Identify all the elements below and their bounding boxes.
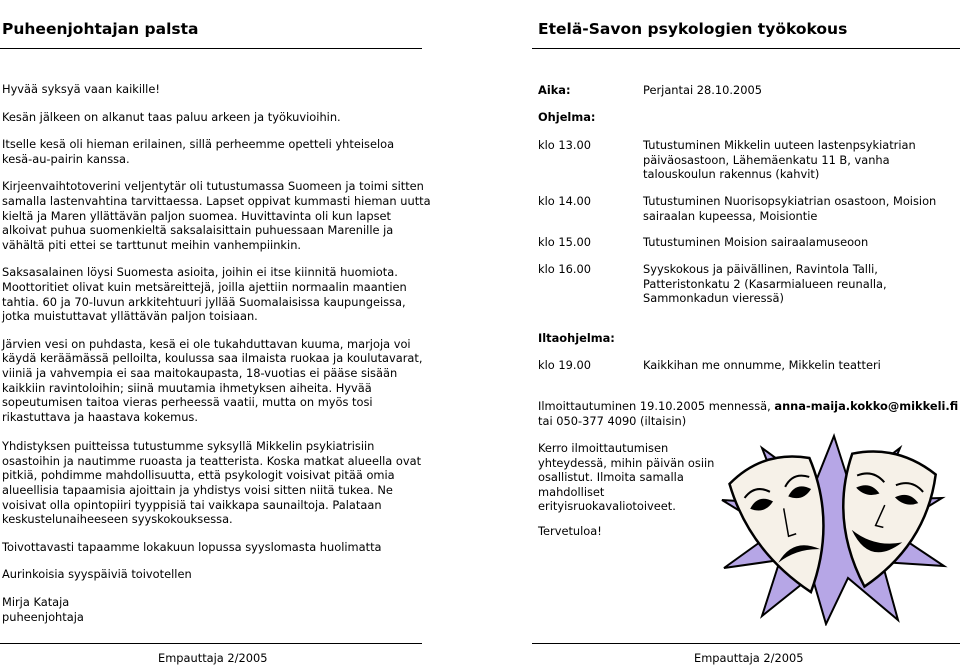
signature-title: puheenjohtaja <box>2 609 84 624</box>
paragraph: Aurinkoisia syyspäiviä toivotellen <box>2 567 192 582</box>
left-column-title: Puheenjohtajan palsta <box>2 20 199 38</box>
evening-text: Kaikkihan me onnumme, Mikkelin teatteri <box>643 358 881 372</box>
paragraph: Järvien vesi on puhdasta, kesä ei ole tukahduttavan kuuma, marjoja voi käydä keräämässä pelloilta, koulussa saa ilmaista ruokaa ja koulutavarat, viiniä ja vahvempia ei saa maitokaupasta, 18-vuotias ei pääse sisään kaikkiin ravintoloihin; siinä muutamia ihmetyksen aiheita. Hyvää sopeutumisen taitoa vieras perheessä vaatii, mutta on myös tosi rikastuttava ja haastava kokemus. <box>2 336 423 424</box>
aika-value: Perjantai 28.10.2005 <box>643 83 762 97</box>
signup-text: Ilmoittautuminen 19.10.2005 mennessä, <box>538 399 775 413</box>
program-time: klo 15.00 <box>538 235 591 249</box>
signature-name: Mirja Kataja <box>2 595 70 610</box>
signature <box>2 595 432 624</box>
left-footer: Empauttaja 2/2005 <box>158 651 268 665</box>
paragraph: Yhdistyksen puitteissa tutustumme syksyllä Mikkelin psykiatrisiin osastoihin ja nautimme ruoasta ja teatterista. Koska matkat alueella ovat pitkiä, pohdimme mahdollisuutta, että psykologit voisivat pitää omia alueellisia tapaamisia ajoittain ja yhdistys voisi sitten niitä tukea. Ne voisivat olla opintopiiri tyyppisiä tai vaikkapa saunailtoja. Palataan keskustelunaiheeseen syyskokouksessa. <box>2 439 422 527</box>
paragraph: Hyvää syksyä vaan kaikille! <box>2 82 160 96</box>
notice-text: Kerro ilmoittautumisen yhteydessä, mihin päivän osiin osallistut. Ilmoita samalla mahdolliset erityisruokavaliotoiveet. <box>538 441 715 514</box>
right-footer: Empauttaja 2/2005 <box>694 651 804 665</box>
paragraph: Kesän jälkeen on alkanut taas paluu arkeen ja työkuvioihin. <box>2 109 341 124</box>
theater-masks-icon <box>718 428 950 626</box>
program-text: Tutustuminen Mikkelin uuteen lastenpsykiatrian päiväosastoon, Lähemäenkatu 11 B, vanha talouskoulun rakennus (kahvit) <box>643 138 916 182</box>
program-time: klo 13.00 <box>538 138 591 152</box>
right-title-rule <box>532 48 960 49</box>
paragraph: Toivottavasti tapaamme lokakuun lopussa syyslomasta huolimatta <box>2 539 382 554</box>
chair-column <box>2 82 432 624</box>
right-footer-rule <box>532 643 960 644</box>
ohjelma-label: Ohjelma: <box>538 110 596 124</box>
program-text: Syyskokous ja päivällinen, Ravintola Talli, Patteristonkatu 2 (Kasarmialueen reunalla, Sammonkadun vieressä) <box>643 262 887 306</box>
paragraph: Saksasalainen löysi Suomesta asioita, joihin ei itse kiinnitä huomiota. Moottoritiet olivat kuin metsäreittejä, joilla ajettiin normaalin maantien tahtia. 60 ja 70-luvun arkkitehtuuri jyllää Suomalaisissa kaupungeissa, jotka muistuttavat yllättävän paljon toisiaan. <box>2 265 407 324</box>
paragraph: Kirjeenvaihtotoverini veljentytär oli tutustumassa Suomeen ja toimi sitten samalla lastenvahtina tarvittaessa. Lapset oppivat kummasti hieman uutta kieltä ja Maren yllättävän paljon suomea. Huvittavinta oli kun lapset alkoivat puhua suomenkieltä saksalaisittain puhuessaan Marenille ja vähältä piti ettei se tarttunut meihin vanhempiinkin. <box>2 179 431 252</box>
aika-label: Aika: <box>538 83 571 97</box>
right-column-title: Etelä-Savon psykologien työkokous <box>538 20 848 38</box>
left-footer-rule <box>0 643 422 644</box>
paragraph: Itselle kesä oli hieman erilainen, sillä perheemme opetteli yhteiseloa kesä-au-pairin kanssa. <box>2 137 395 166</box>
signup-phone: tai 050-377 4090 (iltaisin) <box>538 414 687 428</box>
evening-time: klo 19.00 <box>538 358 591 372</box>
iltaohjelma-label: Iltaohjelma: <box>538 331 615 345</box>
left-title-rule <box>0 48 422 49</box>
signup-line <box>538 399 958 414</box>
program-time: klo 14.00 <box>538 194 591 208</box>
welcome-text: Tervetuloa! <box>538 524 602 538</box>
program-text: Tutustuminen Nuorisopsykiatrian osastoon, Moision sairaalan kupeessa, Moisiontie <box>643 194 937 223</box>
program-time: klo 16.00 <box>538 262 591 276</box>
signup-email[interactable]: anna-maija.kokko@mikkeli.fi <box>774 399 959 413</box>
program-text: Tutustuminen Moision sairaalamuseoon <box>643 235 869 249</box>
